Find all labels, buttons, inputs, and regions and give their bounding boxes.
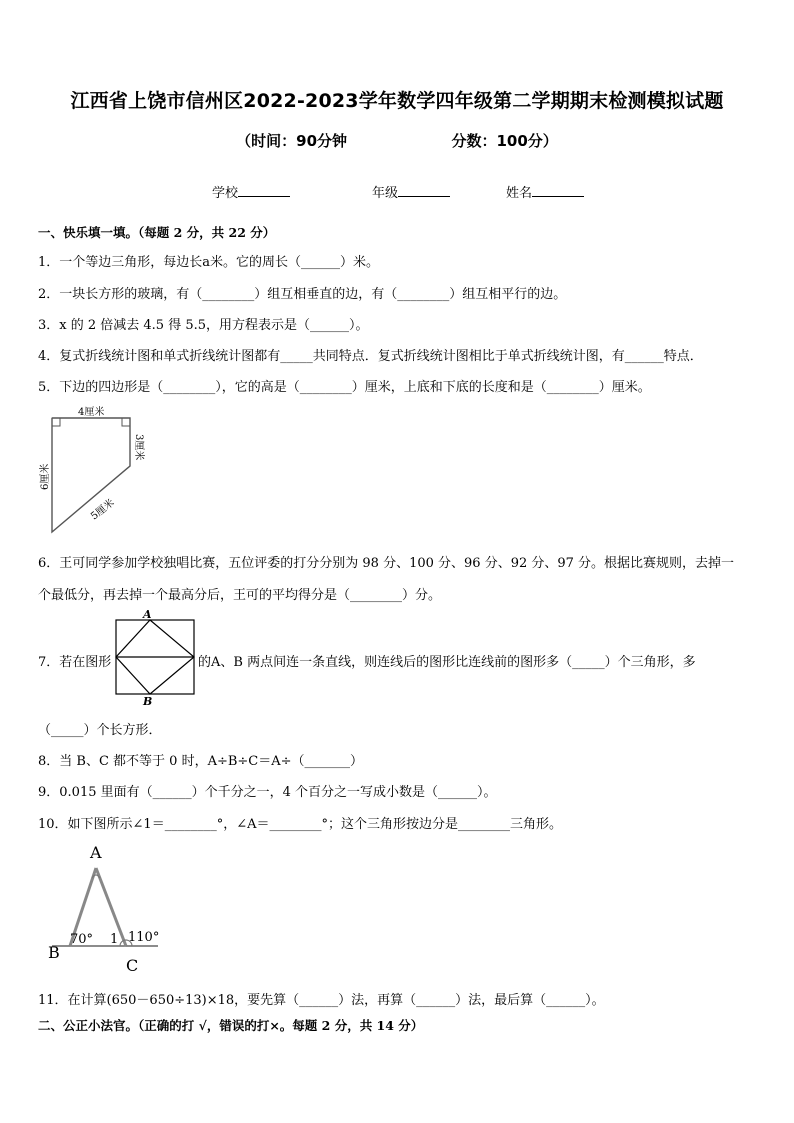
top-length-label: 4厘米 bbox=[78, 407, 105, 418]
angle-1-label: 1 bbox=[110, 932, 119, 947]
vertex-b-label: B bbox=[48, 943, 60, 962]
point-b-label: B bbox=[143, 695, 153, 706]
question-11: 11．在计算(650－650÷13)×18，要先算（______）法，再算（______）法，最后算（______）。 bbox=[38, 993, 605, 1008]
exterior-angle-label: 110° bbox=[128, 930, 160, 945]
vertex-c-label: C bbox=[126, 956, 139, 974]
question-3: 3．x 的 2 倍减去 4.5 得 5.5，用方程表示是（______）。 bbox=[38, 318, 369, 333]
name-blank bbox=[532, 184, 584, 197]
grade-blank bbox=[398, 184, 450, 197]
question-10: 10．如下图所示∠1＝________°，∠A＝________°；这个三角形按边分是________三角形。 bbox=[38, 817, 562, 832]
grade-label: 年级 bbox=[372, 186, 399, 201]
left-length-label: 6厘米 bbox=[40, 463, 51, 490]
school-label: 学校 bbox=[212, 186, 239, 201]
question-7-before: 7．若在图形 bbox=[38, 655, 112, 670]
question-1: 1．一个等边三角形，每边长a米。它的周长（______）米。 bbox=[38, 255, 380, 270]
question-9: 9．0.015 里面有（______）个千分之一，4 个百分之一写成小数是（______）。 bbox=[38, 785, 497, 800]
name-field bbox=[506, 182, 584, 201]
exam-meta: （时间：90分钟 分数：100分） bbox=[236, 132, 558, 150]
angle-b-label: 70° bbox=[70, 932, 94, 947]
square-rhombus-figure bbox=[112, 608, 198, 706]
question-6-line1: 6．王可同学参加学校独唱比赛，五位评委的打分分别为 98 分、100 分、96 分、92 分、97 分。根据比赛规则，去掉一 bbox=[38, 556, 735, 571]
section1-heading: 一、快乐填一填。（每题 2 分，共 22 分） bbox=[38, 225, 276, 240]
vertex-a-label: A bbox=[90, 843, 102, 862]
question-6-line2: 个最低分，再去掉一个最高分后，王可的平均得分是（________）分。 bbox=[38, 588, 442, 603]
school-field bbox=[212, 182, 290, 201]
name-label: 姓名 bbox=[506, 186, 533, 201]
trapezoid-figure bbox=[34, 404, 164, 540]
question-4: 4．复式折线统计图和单式折线统计图都有_____共同特点．复式折线统计图相比于单式折线统计图，有______特点． bbox=[38, 349, 703, 364]
question-7-after: 的A、B 两点间连一条直线，则连线后的图形比连线前的图形多（_____）个三角形，多 bbox=[198, 655, 696, 670]
grade-field bbox=[372, 182, 450, 201]
right-length-label: 3厘米 bbox=[133, 434, 144, 461]
point-a-label: A bbox=[143, 608, 152, 621]
question-2: 2．一块长方形的玻璃，有（________）组互相垂直的边，有（________）组互相平行的边。 bbox=[38, 287, 567, 302]
question-5: 5．下边的四边形是（________），它的高是（________）厘米，上底和下底的长度和是（________）厘米。 bbox=[38, 380, 651, 395]
question-8: 8．当 B、C 都不等于 0 时，A÷B÷C＝A÷（_______） bbox=[38, 754, 364, 769]
section2-heading: 二、公正小法官。（正确的打 √，错误的打×。每题 2 分，共 14 分） bbox=[38, 1018, 424, 1033]
right-angle-mark-left bbox=[52, 418, 60, 426]
page-title: 江西省上饶市信州区2022-2023学年数学四年级第二学期期末检测模拟试题 bbox=[70, 90, 724, 112]
right-angle-mark-right bbox=[122, 418, 130, 426]
slant-length-label: 5厘米 bbox=[89, 497, 117, 523]
school-blank bbox=[238, 184, 290, 197]
question-7-line2: （_____）个长方形． bbox=[38, 723, 162, 738]
triangle-figure bbox=[42, 842, 172, 974]
